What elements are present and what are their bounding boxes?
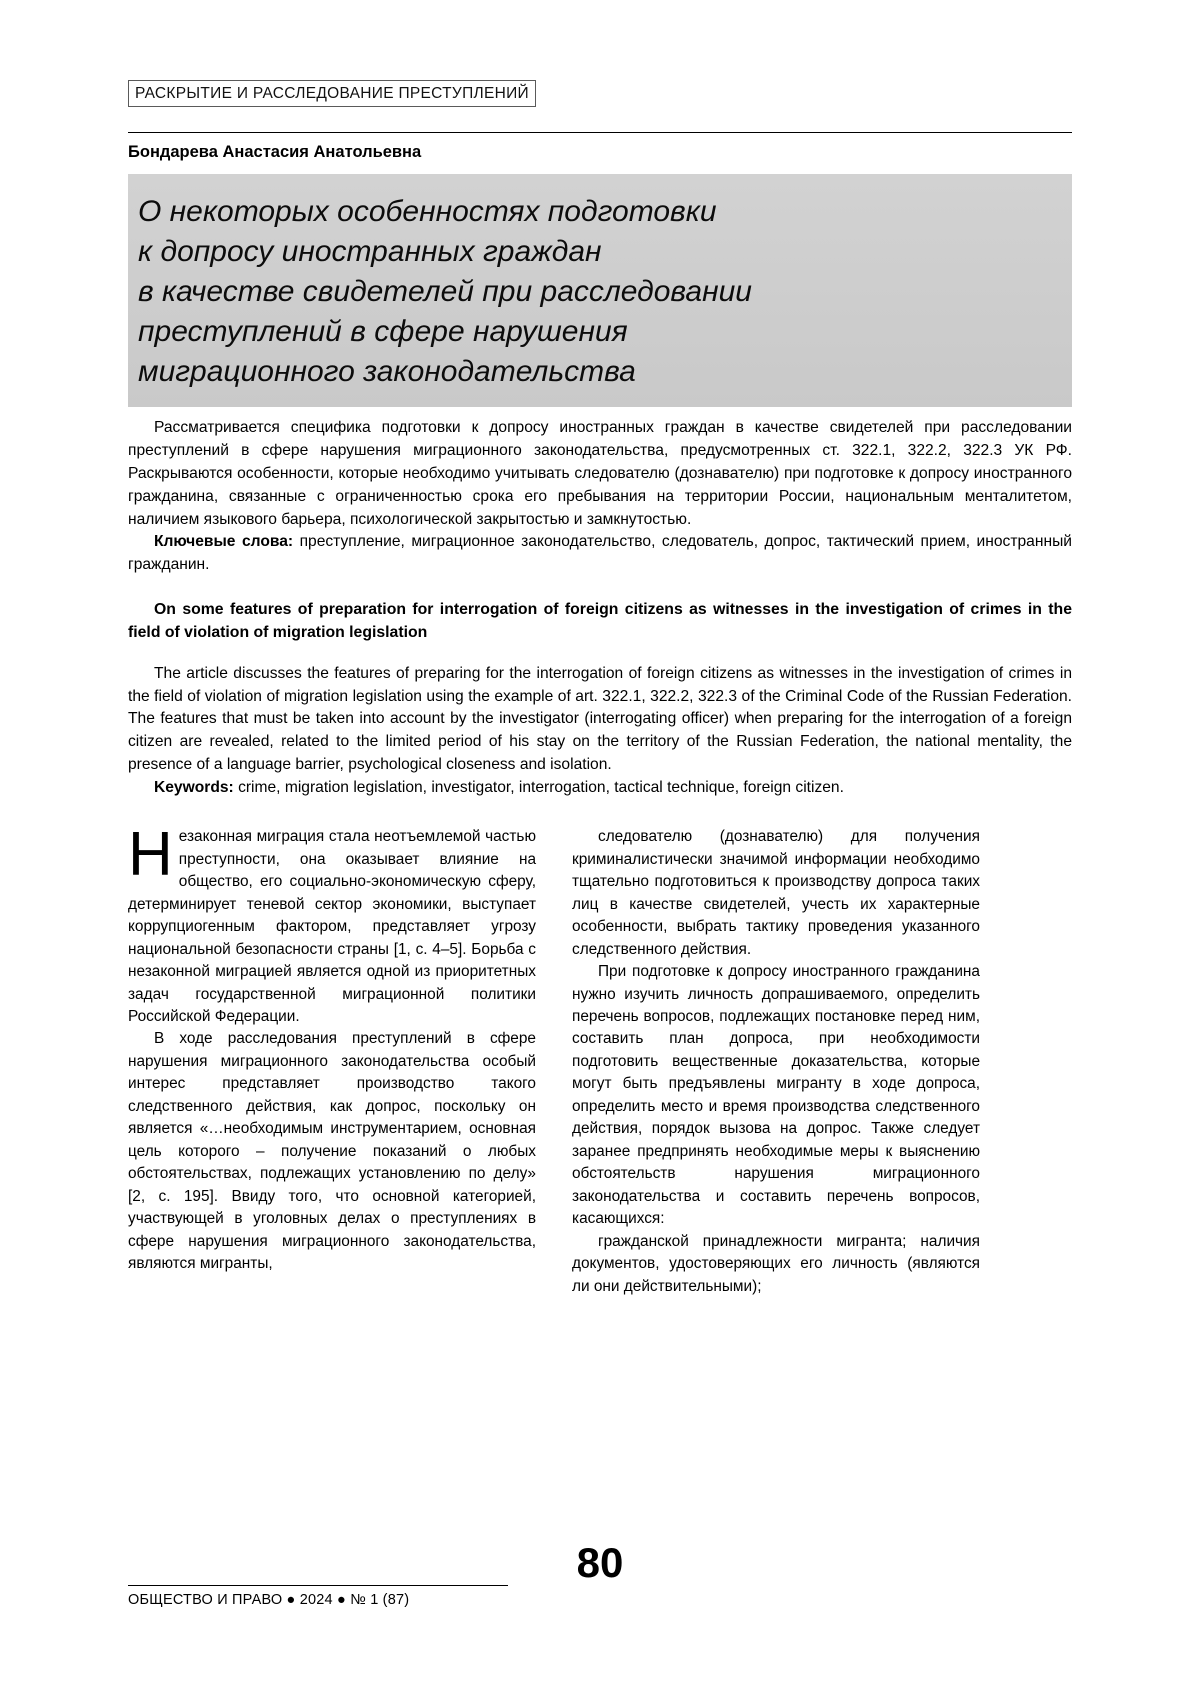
title-line-3: в качестве свидетелей при расследовании <box>138 274 752 308</box>
keywords-ru <box>128 531 1072 577</box>
body-left-para-1 <box>128 820 536 1028</box>
abstract-en-text: The article discusses the features of preparing for the interrogation of foreign citizens as witnesses in the investigation of crimes in the field of violation of migration legislation using the example of art. 322.1, 322.2, 322.3 of the Criminal Code of the Russian Federation. The features that must be taken into account by the investigator (interrogating officer) when preparing for the interrogation of a foreign citizen are revealed, related to the limited period of his stay on the territory of the Russian Federation, the national mentality, the presence of a language barrier, psychological closeness and isolation. <box>128 664 1072 774</box>
abstract-english <box>128 663 1072 801</box>
drop-cap: Н <box>128 820 173 890</box>
keywords-ru-text: преступление, миграционное законодательство, следователь, допрос, тактический прием, иностранный гражданин. <box>128 533 1072 574</box>
header-rule <box>128 132 1072 133</box>
body-left-para-2: В ходе расследования преступлений в сфере нарушения миграционного законодательства особый интерес представляет производство такого следственного действия, как допрос, поскольку он является «…необходимым инструментарием, основная цель которого – получение показаний о любых обстоятельствах, подлежащих установлению по делу» [2, с. 195]. Ввиду того, что основной категорией, участвующей в уголовных делах о преступлениях в сфере нарушения миграционного законодательства, являются мигранты, <box>128 1030 536 1273</box>
journal-info: ОБЩЕСТВО И ПРАВО ● 2024 ● № 1 (87) <box>128 1592 410 1608</box>
title-english-text: On some features of preparation for interrogation of foreign citizens as witnesses in the investigation of crimes in the field of violation of migration legislation <box>128 600 1072 641</box>
article-title <box>128 174 1072 407</box>
keywords-ru-label: Ключевые слова: <box>154 533 294 551</box>
abstract-ru-text: Рассматривается специфика подготовки к допросу иностранных граждан в качестве свидетелей при расследовании преступлений в сфере нарушения миграционного законодательства, предусмотренных ст. 322.1, 322.2, 322.3 УК РФ. Раскрываются особенности, которые необходимо учитывать следователю (дознавателю) при подготовке к допросу иностранного гражданина, связанные с ограниченностью срока его пребывания на территории России, национальным менталитетом, наличием языкового барьера, психологической закрытостью и замкнутостью. <box>128 419 1072 528</box>
author-name: Бондарева Анастасия Анатольевна <box>128 143 422 161</box>
running-head: РАСКРЫТИЕ И РАССЛЕДОВАНИЕ ПРЕСТУПЛЕНИЙ <box>128 80 536 107</box>
title-line-5: миграционного законодательства <box>138 354 636 388</box>
title-line-4: преступлений в сфере нарушения <box>138 314 628 348</box>
body-left-para-1-text: езаконная миграция стала неотъемлемой частью преступности, она оказывает влияние на общество, его социально-экономическую сферу, детерминирует теневой сектор экономики, выступает коррупциогенным фактором, представляет угрозу национальной безопасности страны [1, с. 4–5]. Борьба с незаконной миграцией является одной из приоритетных задач государственной миграционной политики Российской Федерации. <box>128 828 536 1025</box>
page-number: 80 <box>576 1539 624 1586</box>
title-line-1: О некоторых особенностях подготовки <box>138 195 717 228</box>
body-columns <box>128 820 1072 1298</box>
title-english <box>128 599 1072 645</box>
body-column-left <box>128 820 536 1298</box>
keywords-en-text: crime, migration legislation, investigator, interrogation, tactical technique, foreign citizen. <box>233 779 844 797</box>
page-footer <box>128 1539 1072 1608</box>
running-head-wrap <box>128 80 1072 108</box>
body-right-para-2: При подготовке к допросу иностранного гражданина нужно изучить личность допрашиваемого, определить перечень вопросов, подлежащих постановке перед ним, составить план допроса, при необходимости подготовить вещественные доказательства, которые могут быть предъявлены мигранту в ходе допроса, определить место и время производства следственного действия, порядок вызова на допрос. Также следует заранее предпринять необходимые меры к выяснению обстоятельств нарушения миграционного законодательства и составить перечень вопросов, касающихся: <box>572 963 980 1228</box>
body-right-para-3: гражданской принадлежности мигранта; наличия документов, удостоверяющих его личность (являются ли они действительными); <box>572 1232 980 1295</box>
abstract-russian <box>128 417 1072 576</box>
keywords-en <box>128 777 1072 800</box>
body-column-right <box>572 826 980 1298</box>
keywords-en-label: Keywords: <box>154 779 234 797</box>
title-line-2: к допросу иностранных граждан <box>138 234 602 268</box>
body-right-para-1: следователю (дознавателю) для получения криминалистически значимой информации необходимо тщательно подготовиться к производству допроса таких лиц в качестве свидетелей, учесть их характерные особенности, выбрать тактику проведения указанного следственного действия. <box>572 828 980 958</box>
